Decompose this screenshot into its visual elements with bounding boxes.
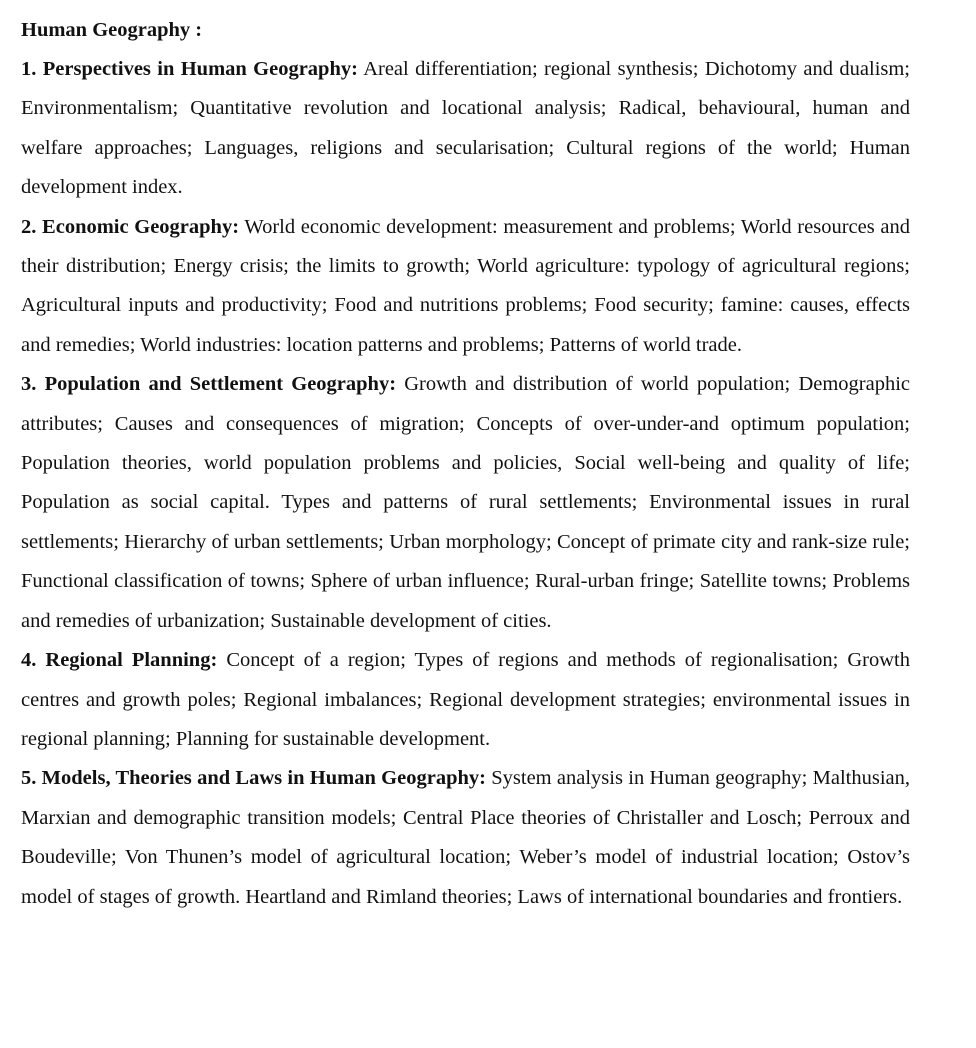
- section-title: 3. Population and Settlement Geography:: [21, 373, 397, 396]
- section-regional-planning: [21, 641, 910, 759]
- section-title: 2. Economic Geography:: [21, 215, 240, 238]
- section-perspectives: [21, 50, 910, 208]
- page-heading: Human Geography :: [21, 19, 203, 41]
- section-title: 4. Regional Planning:: [21, 649, 218, 672]
- section-title: 1. Perspectives in Human Geography:: [21, 58, 358, 80]
- section-body: World economic development: measurement and problems; World resources and their distribution; Energy crisis; the limits to growth; World agriculture: typology of agricultural regions; Agricultural inputs and productivity; Food and nutritions problems; Food security; famine: causes, effects and remedies; World industries: location patterns and problems; Patterns of world trade.: [21, 215, 910, 356]
- section-body: Areal differentiation; regional synthesis; Dichotomy and dualism; Environmentalism; Quantitative revolution and locational analysis; Radical, behavioural, human and welfare approaches; Languages, religions and secularisation; Cultural regions of the world; Human development index.: [21, 58, 911, 199]
- section-body: Growth and distribution of world population; Demographic attributes; Causes and consequences of migration; Concepts of over-under-and optimum population; Population theories, world population problems and policies, Social well-being and quality of life; Population as social capital. Types and patterns of rural settlements; Environmental issues in rural settlements; Hierarchy of urban settlements; Urban morphology; Concept of primate city and rank-size rule; Functional classification of towns; Sphere of urban influence; Rural-urban fringe; Satellite towns; Problems and remedies of urbanization; Sustainable development of cities.: [21, 373, 911, 632]
- section-economic: [21, 208, 910, 366]
- section-body: Concept of a region; Types of regions and methods of regionalisation; Growth centres and growth poles; Regional imbalances; Regional development strategies; environmental issues in regional planning; Planning for sustainable development.: [21, 649, 911, 750]
- section-title: 5. Models, Theories and Laws in Human Geography:: [21, 767, 486, 790]
- section-body: System analysis in Human geography; Malthusian, Marxian and demographic transition models; Central Place theories of Christaller and Losch; Perroux and Boudeville; Von Thunen’s model of agricultural location; Weber’s model of industrial location; Ostov’s model of stages of growth. Heartland and Rimland theories; Laws of international boundaries and frontiers.: [21, 767, 911, 908]
- section-models-theories: [21, 759, 910, 917]
- section-population-settlement: [21, 365, 910, 641]
